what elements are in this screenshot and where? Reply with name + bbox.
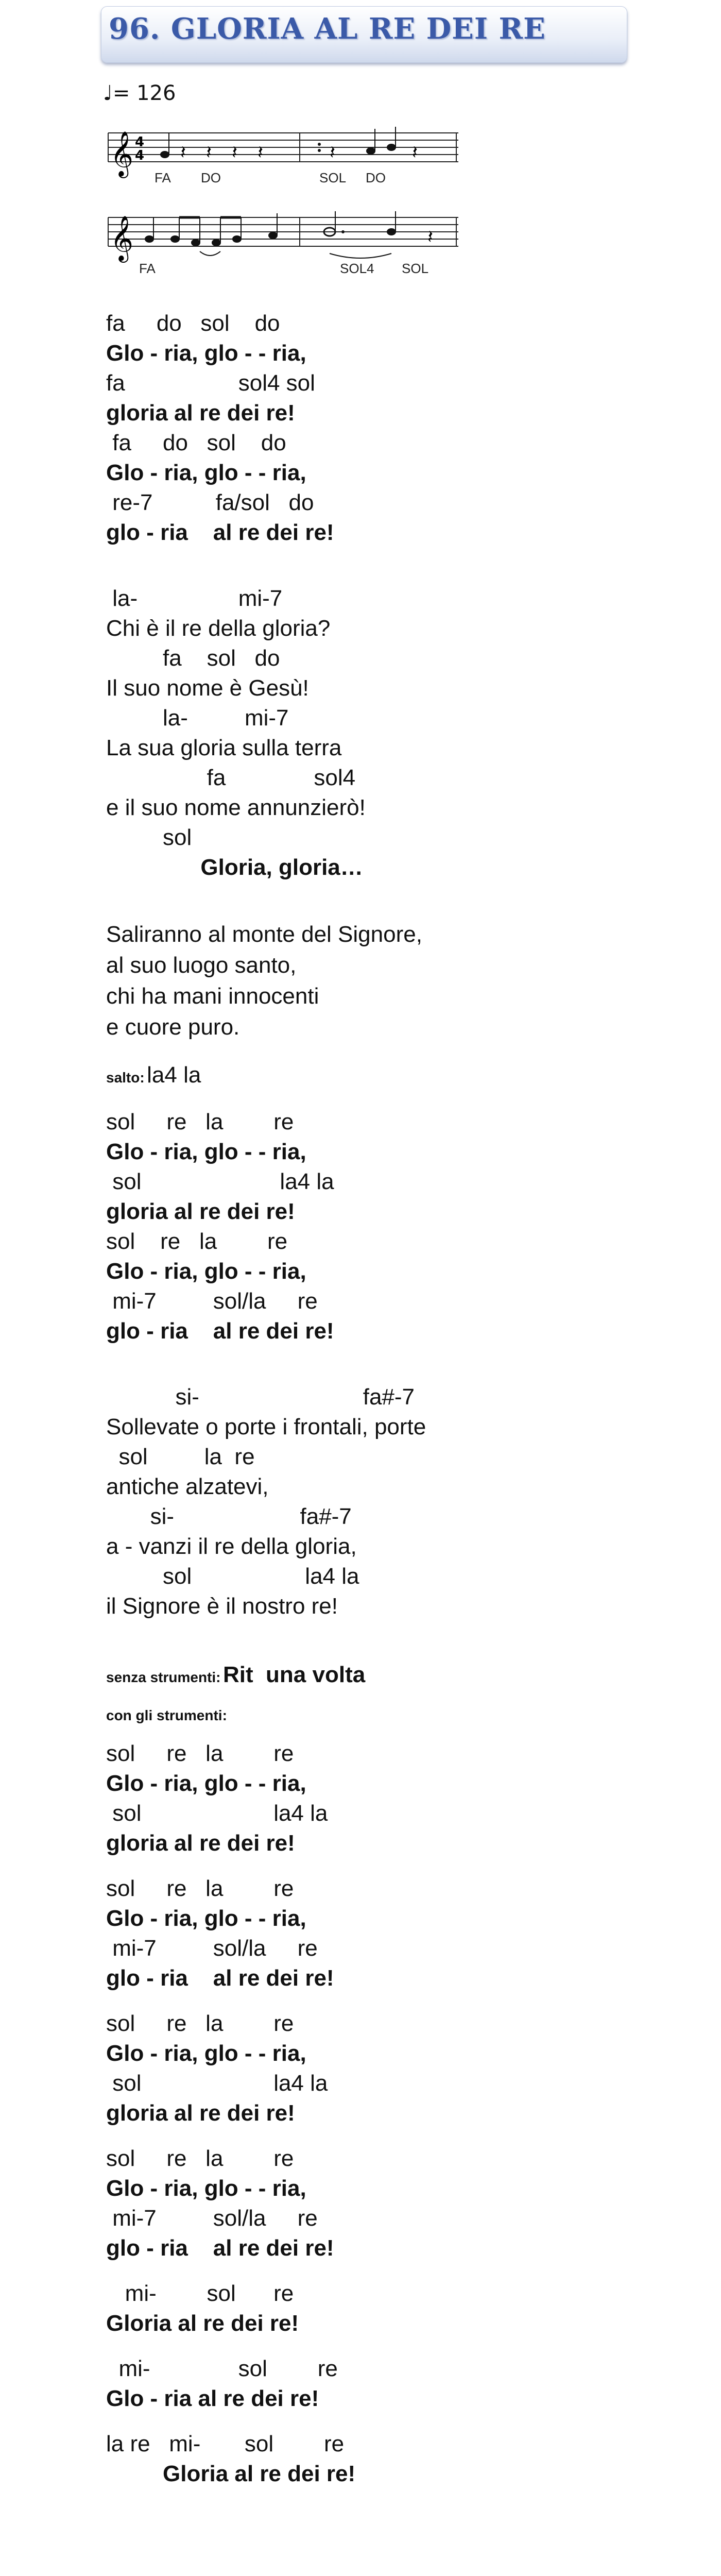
- svg-text:𝄽: 𝄽: [206, 142, 212, 163]
- refrain-block-3: [106, 1739, 621, 1859]
- lyric-line: Glo - ria, glo - - ria,: [106, 1259, 306, 1284]
- chord-line: si- fa#-7: [106, 1384, 415, 1410]
- treble-clef-icon: 𝄞: [110, 130, 133, 176]
- verse-line: e cuore puro.: [106, 1014, 240, 1040]
- chord-line: si- fa#-7: [106, 1504, 352, 1529]
- chord-line: sol re la re: [106, 1229, 288, 1254]
- verse-line: e il suo nome annunzierò!: [106, 795, 366, 820]
- lyric-line: glo - ria al re dei re!: [106, 1965, 334, 1991]
- staff1-chord: DO: [201, 170, 221, 185]
- verse-line: Il suo nome è Gesù!: [106, 675, 309, 701]
- refrain-block-5: [106, 2009, 621, 2129]
- lyric-line: Gloria al re dei re!: [106, 2311, 299, 2336]
- chord-line: sol re la re: [106, 1876, 294, 1901]
- chord-line: sol la4 la: [106, 1564, 359, 1589]
- chord-line: sol re la re: [106, 2011, 294, 2036]
- chord-line: sol: [106, 825, 192, 850]
- chord-line: la- mi-7: [106, 586, 283, 611]
- music-staff-2: [103, 202, 464, 290]
- lyric-line: Gloria, gloria…: [106, 855, 363, 880]
- staff1-chord: SOL: [319, 170, 347, 185]
- salto-label: salto:: [106, 1070, 145, 1086]
- rest-icon: 𝄽: [180, 142, 186, 163]
- lyric-line: Glo - ria, glo - - ria,: [106, 1139, 306, 1164]
- svg-text:𝄽: 𝄽: [232, 142, 238, 163]
- refrain-block-6: [106, 2144, 621, 2264]
- svg-text:𝄽: 𝄽: [412, 142, 418, 163]
- staff1-chord: FA: [154, 170, 171, 185]
- staff1-chord: DO: [366, 170, 386, 185]
- ending-block-2: [106, 2354, 621, 2414]
- verse-block-2: [106, 919, 621, 1043]
- svg-text:4: 4: [135, 134, 145, 150]
- title-banner: [101, 6, 627, 63]
- senza-text: Rit una volta: [222, 1662, 366, 1687]
- verse-line: Sollevate o porte i frontali, porte: [106, 1414, 426, 1439]
- chord-line: mi-7 sol/la re: [106, 2206, 318, 2231]
- chord-line: mi- sol re: [106, 2356, 338, 2381]
- chord-line: sol la4 la: [106, 1801, 328, 1826]
- chord-line: la- mi-7: [106, 705, 289, 731]
- senza-label: senza strumenti:: [106, 1669, 221, 1685]
- chord-line: fa sol do: [106, 646, 280, 671]
- chord-line: mi- sol re: [106, 2281, 294, 2306]
- chord-line: sol la4 la: [106, 1169, 334, 1194]
- lyric-line: Gloria al re dei re!: [106, 2461, 356, 2486]
- lyric-line: glo - ria al re dei re!: [106, 1318, 334, 1344]
- tempo-marking: [103, 81, 176, 105]
- refrain-block-4: [106, 1874, 621, 1994]
- ending-block-3: [106, 2430, 621, 2489]
- lyric-line: Glo - ria, glo - - ria,: [106, 1771, 306, 1796]
- chord-line: sol re la re: [106, 1109, 294, 1134]
- senza-strumenti-instruction: [106, 1658, 621, 1692]
- lyric-line: gloria al re dei re!: [106, 1199, 295, 1224]
- tempo-value: = 126: [112, 81, 176, 105]
- lyric-line: glo - ria al re dei re!: [106, 2235, 334, 2261]
- chord-line: fa sol4: [106, 765, 356, 790]
- verse-line: a - vanzi il re della gloria,: [106, 1534, 357, 1559]
- verse-line: Chi è il re della gloria?: [106, 616, 331, 641]
- chord-line: fa do sol do: [106, 430, 286, 455]
- treble-clef-icon: 𝄞: [110, 215, 133, 261]
- lyric-line: gloria al re dei re!: [106, 400, 295, 426]
- music-staff-1: [103, 117, 464, 200]
- staff2-chord: SOL4: [340, 261, 374, 276]
- lyric-line: gloria al re dei re!: [106, 2100, 295, 2126]
- chord-line: mi-7 sol/la re: [106, 1936, 318, 1961]
- con-label: con gli strumenti:: [106, 1707, 227, 1723]
- chord-line: sol la re: [106, 1444, 255, 1469]
- staff2-chord: SOL: [402, 261, 429, 276]
- lyric-line: Glo - ria, glo - - ria,: [106, 341, 306, 366]
- lyrics-content: [106, 309, 621, 2505]
- verse-line: Saliranno al monte del Signore,: [106, 922, 422, 947]
- chord-line: sol la4 la: [106, 2071, 328, 2096]
- chord-line: fa sol4 sol: [106, 370, 315, 396]
- lyric-line: gloria al re dei re!: [106, 1831, 295, 1856]
- verse-line: La sua gloria sulla terra: [106, 735, 342, 760]
- lyric-line: Glo - ria, glo - - ria,: [106, 460, 306, 485]
- chord-line: la re mi- sol re: [106, 2431, 345, 2456]
- chord-line: re-7 fa/sol do: [106, 490, 314, 515]
- lyric-line: Glo - ria, glo - - ria,: [106, 2176, 306, 2201]
- salto-instruction: [106, 1058, 621, 1092]
- quarter-note-icon: ♩: [103, 81, 113, 105]
- svg-text:𝄽: 𝄽: [427, 227, 434, 248]
- salto-chords: la4 la: [147, 1062, 201, 1088]
- lyric-line: glo - ria al re dei re!: [106, 520, 334, 545]
- lyric-line: Glo - ria al re dei re!: [106, 2386, 319, 2411]
- verse-block-1: [106, 584, 621, 883]
- svg-text:4: 4: [135, 148, 145, 163]
- refrain-block-2: [106, 1108, 621, 1347]
- verse-block-3: [106, 1383, 621, 1622]
- con-strumenti-instruction: [106, 1707, 621, 1724]
- note: [160, 151, 169, 158]
- song-title: 96. GLORIA AL RE DEI RE: [109, 12, 546, 46]
- ending-block-1: [106, 2279, 621, 2339]
- chord-line: mi-7 sol/la re: [106, 1289, 318, 1314]
- verse-line: al suo luogo santo,: [106, 953, 297, 978]
- refrain-block-1: [106, 309, 621, 548]
- lyric-line: Glo - ria, glo - - ria,: [106, 2041, 306, 2066]
- chord-line: sol re la re: [106, 1741, 294, 1766]
- verse-line: il Signore è il nostro re!: [106, 1594, 338, 1619]
- chord-line: fa do sol do: [106, 311, 280, 336]
- lyric-line: Glo - ria, glo - - ria,: [106, 1906, 306, 1931]
- verse-line: chi ha mani innocenti: [106, 984, 319, 1009]
- verse-line: antiche alzatevi,: [106, 1474, 269, 1499]
- svg-text:𝄽: 𝄽: [258, 142, 264, 163]
- chord-line: sol re la re: [106, 2146, 294, 2171]
- staff2-chord: FA: [139, 261, 156, 276]
- svg-text:𝄽: 𝄽: [330, 142, 336, 163]
